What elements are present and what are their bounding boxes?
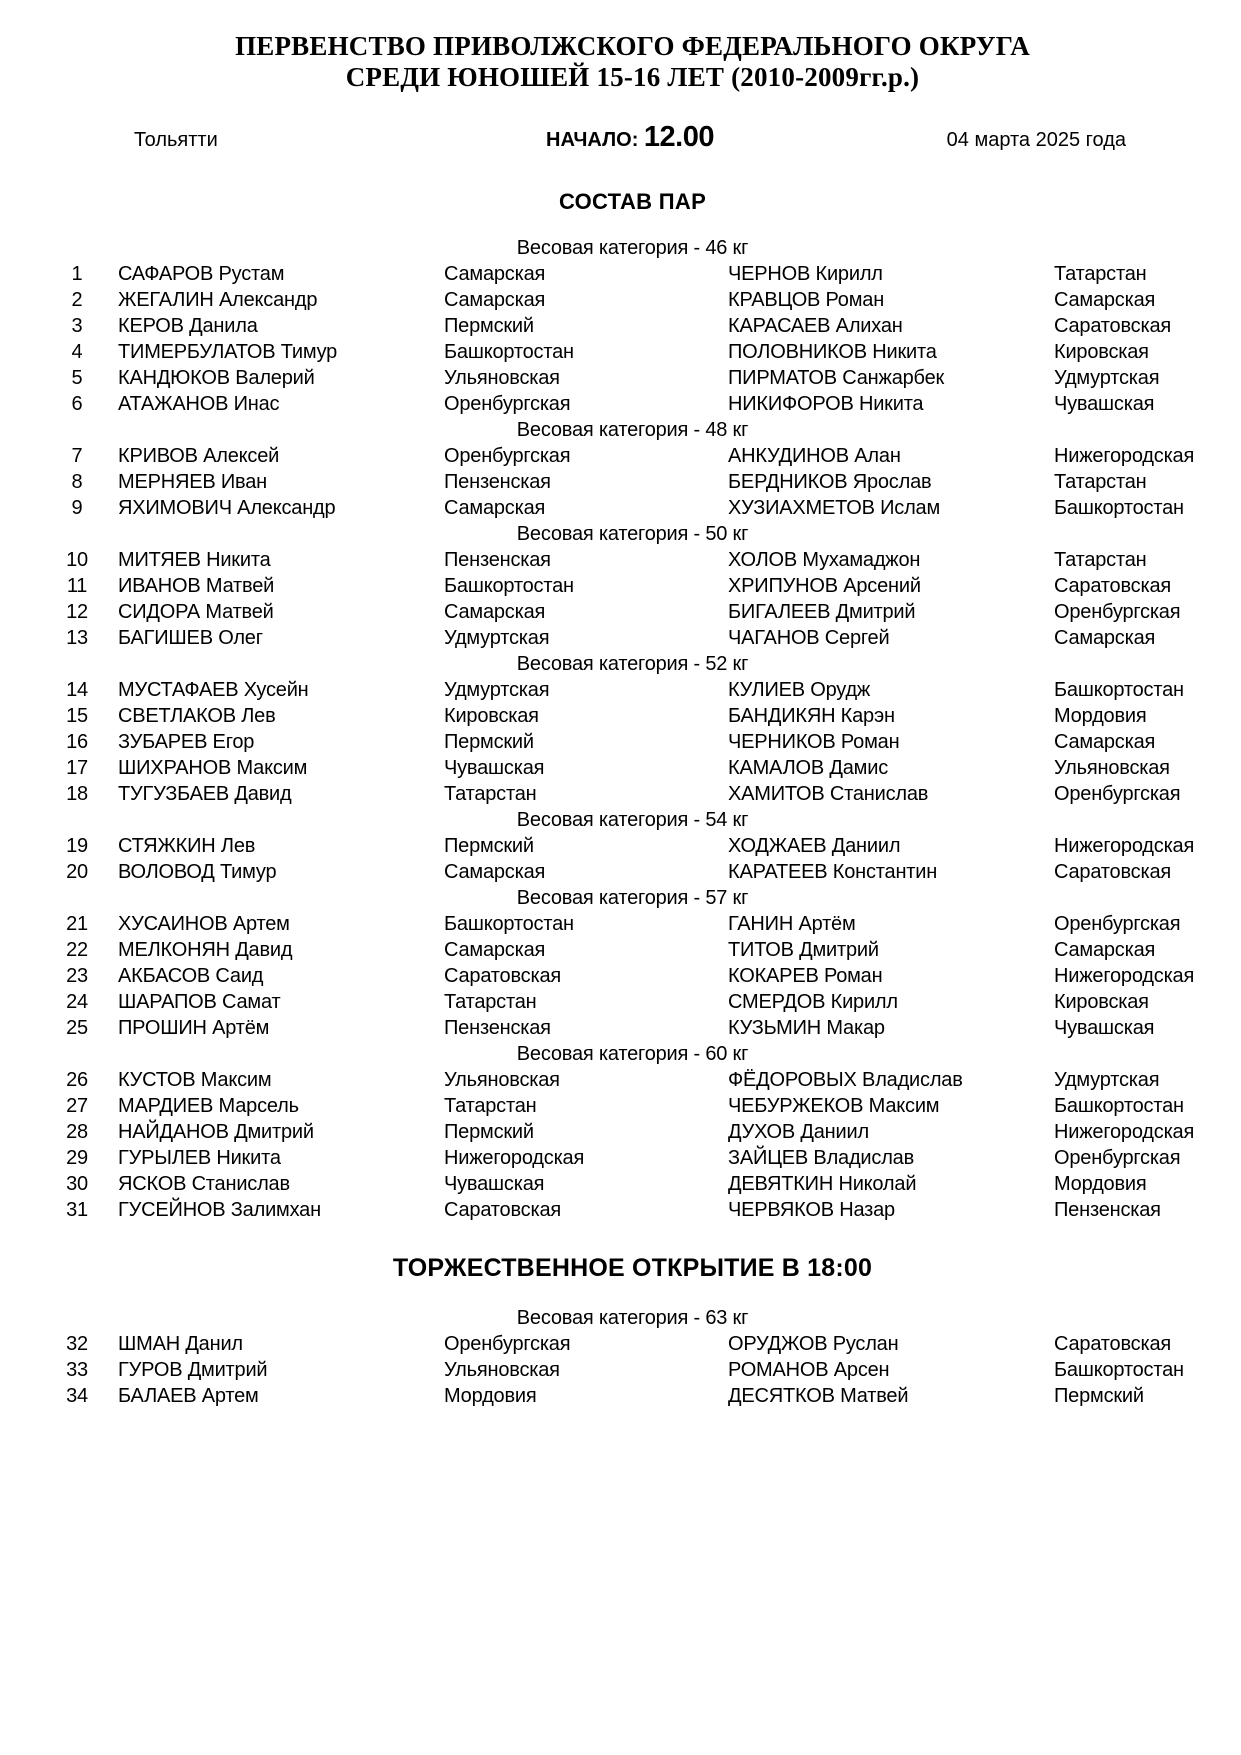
pair-number: 10 (66, 549, 88, 571)
weight-category-label: Весовая категория - 48 кг (516, 419, 749, 441)
weight-category-section (0, 1305, 1241, 1409)
blue-corner-name: ЗАЙЦЕВ Владислав (728, 1147, 915, 1169)
red-corner-region: Ульяновская (444, 1359, 560, 1381)
pair-row (55, 261, 1241, 287)
red-corner-region: Башкортостан (444, 575, 574, 597)
title-line-1: ПЕРВЕНСТВО ПРИВОЛЖСКОГО ФЕДЕРАЛЬНОГО ОКРУГА (235, 31, 1030, 61)
red-corner-region: Ульяновская (444, 1069, 560, 1091)
blue-corner-name: ХРИПУНОВ Арсений (728, 575, 921, 597)
pair-number: 26 (66, 1069, 88, 1091)
blue-corner-region: Нижегородская (1054, 445, 1195, 467)
blue-corner-name: ХОЛОВ Мухамаджон (728, 549, 921, 571)
red-corner-region: Кировская (444, 705, 539, 727)
pair-row (55, 937, 1241, 963)
pair-row (55, 1171, 1241, 1197)
red-corner-region: Ульяновская (444, 367, 560, 389)
pair-number: 27 (66, 1095, 88, 1117)
red-corner-name: СВЕТЛАКОВ Лев (118, 705, 276, 727)
blue-corner-name: КУЗЬМИН Макар (728, 1017, 885, 1039)
blue-corner-name: ГАНИН Артём (728, 913, 856, 935)
weight-category-pairs (0, 911, 1241, 1041)
pair-row (55, 1145, 1241, 1171)
blue-corner-region: Мордовия (1054, 1173, 1147, 1195)
pair-number: 2 (71, 289, 83, 311)
blue-corner-region: Мордовия (1054, 705, 1147, 727)
blue-corner-region: Башкортостан (1054, 497, 1184, 519)
blue-corner-region: Пензенская (1054, 1199, 1161, 1221)
start-time: 12.00 (643, 121, 714, 153)
blue-corner-name: ХОДЖАЕВ Даниил (728, 835, 901, 857)
blue-corner-region: Удмуртская (1054, 367, 1160, 389)
pair-number: 30 (66, 1173, 88, 1195)
red-corner-region: Татарстан (444, 1095, 537, 1117)
pair-number: 32 (66, 1333, 88, 1355)
red-corner-name: ВОЛОВОД Тимур (118, 861, 277, 883)
weight-category-section (0, 417, 1241, 521)
pair-number: 13 (66, 627, 88, 649)
blue-corner-region: Чувашская (1054, 1017, 1155, 1039)
red-corner-region: Пензенская (444, 1017, 551, 1039)
pair-row (55, 911, 1241, 937)
pair-row (55, 781, 1241, 807)
red-corner-region: Самарская (444, 939, 546, 961)
blue-corner-region: Кировская (1054, 341, 1149, 363)
red-corner-region: Оренбургская (444, 445, 571, 467)
red-corner-region: Пермский (444, 835, 534, 857)
pair-row (55, 1067, 1241, 1093)
blue-corner-name: КУЛИЕВ Орудж (728, 679, 871, 701)
pair-row (55, 859, 1241, 885)
red-corner-name: МИТЯЕВ Никита (118, 549, 271, 571)
pair-row (55, 1331, 1241, 1357)
blue-corner-name: ХУЗИАХМЕТОВ Ислам (728, 497, 941, 519)
red-corner-region: Чувашская (444, 757, 545, 779)
red-corner-region: Оренбургская (444, 1333, 571, 1355)
pair-number: 25 (66, 1017, 88, 1039)
weight-category-label: Весовая категория - 63 кг (516, 1307, 749, 1329)
pair-number: 18 (66, 783, 88, 805)
pair-number: 8 (71, 471, 83, 493)
blue-corner-name: ДЕВЯТКИН Николай (728, 1173, 917, 1195)
event-city: Тольятти (134, 129, 218, 151)
blue-corner-name: БИГАЛЕЕВ Дмитрий (728, 601, 916, 623)
blue-corner-region: Саратовская (1054, 861, 1171, 883)
red-corner-region: Пермский (444, 315, 534, 337)
blue-corner-region: Самарская (1054, 939, 1156, 961)
red-corner-region: Пермский (444, 1121, 534, 1143)
blue-corner-name: ЧЕБУРЖЕКОВ Максим (728, 1095, 940, 1117)
red-corner-name: ШАРАПОВ Самат (118, 991, 281, 1013)
blue-corner-name: ДУХОВ Даниил (728, 1121, 869, 1143)
blue-corner-name: РОМАНОВ Арсен (728, 1359, 890, 1381)
red-corner-region: Самарская (444, 601, 546, 623)
blue-corner-region: Оренбургская (1054, 1147, 1181, 1169)
red-corner-region: Удмуртская (444, 679, 550, 701)
blue-corner-region: Оренбургская (1054, 783, 1181, 805)
red-corner-name: ЯХИМОВИЧ Александр (118, 497, 336, 519)
blue-corner-region: Башкортостан (1054, 679, 1184, 701)
red-corner-name: КУСТОВ Максим (118, 1069, 272, 1091)
red-corner-region: Мордовия (444, 1385, 537, 1407)
blue-corner-region: Оренбургская (1054, 601, 1181, 623)
event-date: 04 марта 2025 года (946, 129, 1126, 151)
weight-category-section (0, 1041, 1241, 1223)
weight-category-section (0, 651, 1241, 807)
title-line-2: СРЕДИ ЮНОШЕЙ 15-16 ЛЕТ (2010-2009гг.р.) (345, 62, 920, 92)
red-corner-region: Пензенская (444, 549, 551, 571)
pair-number: 23 (66, 965, 88, 987)
pair-row (55, 833, 1241, 859)
pair-number: 11 (66, 575, 88, 597)
blue-corner-name: КАРАТЕЕВ Константин (728, 861, 938, 883)
pair-number: 28 (66, 1121, 88, 1143)
red-corner-name: ТИМЕРБУЛАТОВ Тимур (118, 341, 338, 363)
weight-category-label: Весовая категория - 57 кг (516, 887, 749, 909)
red-corner-region: Пензенская (444, 471, 551, 493)
pair-row (55, 1357, 1241, 1383)
weight-category-label: Весовая категория - 46 кг (516, 237, 749, 259)
pairs-list-title: СОСТАВ ПАР (558, 189, 707, 214)
blue-corner-name: ЧЕРВЯКОВ Назар (728, 1199, 895, 1221)
pair-number: 5 (71, 367, 83, 389)
red-corner-region: Оренбургская (444, 393, 571, 415)
pair-number: 9 (71, 497, 83, 519)
red-corner-name: ЗУБАРЕВ Егор (118, 731, 255, 753)
red-corner-region: Саратовская (444, 1199, 561, 1221)
blue-corner-region: Ульяновская (1054, 757, 1170, 779)
red-corner-name: БАЛАЕВ Артем (118, 1385, 259, 1407)
pair-number: 31 (66, 1199, 88, 1221)
weight-category-label: Весовая категория - 52 кг (516, 653, 749, 675)
blue-corner-name: КРАВЦОВ Роман (728, 289, 885, 311)
weight-category-section (0, 235, 1241, 417)
red-corner-name: АКБАСОВ Саид (118, 965, 264, 987)
blue-corner-region: Чувашская (1054, 393, 1155, 415)
red-corner-region: Саратовская (444, 965, 561, 987)
pair-number: 3 (71, 315, 83, 337)
blue-corner-name: ПИРМАТОВ Санжарбек (728, 367, 945, 389)
blue-corner-region: Саратовская (1054, 315, 1171, 337)
pair-row (55, 391, 1241, 417)
pair-number: 29 (66, 1147, 88, 1169)
red-corner-name: ХУСАИНОВ Артем (118, 913, 290, 935)
red-corner-name: ГУРЫЛЕВ Никита (118, 1147, 281, 1169)
pair-row (55, 729, 1241, 755)
blue-corner-name: ЧЕРНОВ Кирилл (728, 263, 883, 285)
red-corner-name: ШИХРАНОВ Максим (118, 757, 308, 779)
blue-corner-region: Татарстан (1054, 549, 1147, 571)
weight-category-pairs (0, 547, 1241, 651)
pair-row (55, 989, 1241, 1015)
weight-category-pairs (0, 1067, 1241, 1223)
blue-corner-region: Оренбургская (1054, 913, 1181, 935)
pair-number: 12 (66, 601, 88, 623)
red-corner-name: МЕЛКОНЯН Давид (118, 939, 293, 961)
pair-row (55, 1093, 1241, 1119)
pair-number: 1 (71, 263, 83, 285)
weight-category-label: Весовая категория - 60 кг (516, 1043, 749, 1065)
red-corner-name: ТУГУЗБАЕВ Давид (118, 783, 292, 805)
blue-corner-name: КАРАСАЕВ Алихан (728, 315, 903, 337)
blue-corner-region: Саратовская (1054, 1333, 1171, 1355)
red-corner-name: КРИВОВ Алексей (118, 445, 280, 467)
blue-corner-region: Самарская (1054, 289, 1156, 311)
red-corner-region: Татарстан (444, 991, 537, 1013)
weight-category-pairs (0, 1331, 1241, 1409)
pair-number: 15 (66, 705, 88, 727)
pair-number: 4 (71, 341, 83, 363)
red-corner-name: САФАРОВ Рустам (118, 263, 285, 285)
blue-corner-name: КОКАРЕВ Роман (728, 965, 883, 987)
blue-corner-name: КАМАЛОВ Дамис (728, 757, 888, 779)
event-start (546, 121, 714, 154)
pair-number: 34 (66, 1385, 88, 1407)
red-corner-region: Нижегородская (444, 1147, 585, 1169)
pair-row (55, 365, 1241, 391)
pair-number: 6 (71, 393, 83, 415)
pair-number: 16 (66, 731, 88, 753)
pair-row (55, 495, 1241, 521)
red-corner-region: Самарская (444, 289, 546, 311)
red-corner-name: ЯСКОВ Станислав (118, 1173, 290, 1195)
blue-corner-region: Самарская (1054, 627, 1156, 649)
pair-row (55, 287, 1241, 313)
red-corner-name: ПРОШИН Артём (118, 1017, 270, 1039)
start-label: НАЧАЛО: (546, 129, 639, 151)
blue-corner-name: ЧЕРНИКОВ Роман (728, 731, 900, 753)
opening-ceremony-banner: ТОРЖЕСТВЕННОЕ ОТКРЫТИЕ В 18:00 (392, 1254, 873, 1282)
red-corner-region: Самарская (444, 497, 546, 519)
pair-number: 7 (71, 445, 83, 467)
red-corner-name: НАЙДАНОВ Дмитрий (118, 1121, 314, 1143)
pair-row (55, 1119, 1241, 1145)
blue-corner-name: БАНДИКЯН Карэн (728, 705, 895, 727)
blue-corner-region: Башкортостан (1054, 1359, 1184, 1381)
pair-number: 22 (66, 939, 88, 961)
red-corner-name: СИДОРА Матвей (118, 601, 274, 623)
pair-row (55, 677, 1241, 703)
blue-corner-name: АНКУДИНОВ Алан (728, 445, 901, 467)
weight-category-label: Весовая категория - 54 кг (516, 809, 749, 831)
red-corner-name: ГУРОВ Дмитрий (118, 1359, 268, 1381)
blue-corner-region: Нижегородская (1054, 835, 1195, 857)
blue-corner-region: Татарстан (1054, 471, 1147, 493)
pair-row (55, 755, 1241, 781)
blue-corner-name: ХАМИТОВ Станислав (728, 783, 929, 805)
weight-category-section (0, 885, 1241, 1041)
blue-corner-region: Кировская (1054, 991, 1149, 1013)
pair-row (55, 599, 1241, 625)
red-corner-name: МУСТАФАЕВ Хусейн (118, 679, 309, 701)
pair-row (55, 625, 1241, 651)
pair-row (55, 963, 1241, 989)
red-corner-name: АТАЖАНОВ Инас (118, 393, 280, 415)
pair-number: 33 (66, 1359, 88, 1381)
red-corner-name: КАНДЮКОВ Валерий (118, 367, 315, 389)
blue-corner-name: СМЕРДОВ Кирилл (728, 991, 898, 1013)
red-corner-name: КЕРОВ Данила (118, 315, 258, 337)
pair-number: 17 (66, 757, 88, 779)
weight-category-section (0, 521, 1241, 651)
blue-corner-name: ФЁДОРОВЫХ Владислав (728, 1069, 963, 1091)
weight-category-section (0, 807, 1241, 885)
pair-row (55, 573, 1241, 599)
pair-number: 21 (66, 913, 88, 935)
pair-number: 14 (66, 679, 88, 701)
red-corner-region: Самарская (444, 263, 546, 285)
blue-corner-name: ЧАГАНОВ Сергей (728, 627, 890, 649)
blue-corner-name: БЕРДНИКОВ Ярослав (728, 471, 932, 493)
red-corner-name: ГУСЕЙНОВ Залимхан (118, 1199, 321, 1221)
blue-corner-region: Саратовская (1054, 575, 1171, 597)
event-info-row (24, 121, 1241, 157)
red-corner-name: ИВАНОВ Матвей (118, 575, 275, 597)
red-corner-region: Чувашская (444, 1173, 545, 1195)
pair-row (55, 1197, 1241, 1223)
blue-corner-name: ОРУДЖОВ Руслан (728, 1333, 899, 1355)
pair-row (55, 443, 1241, 469)
blue-corner-name: ПОЛОВНИКОВ Никита (728, 341, 937, 363)
pair-row (55, 339, 1241, 365)
pair-row (55, 703, 1241, 729)
red-corner-name: ШМАН Данил (118, 1333, 243, 1355)
weight-category-pairs (0, 677, 1241, 807)
red-corner-name: БАГИШЕВ Олег (118, 627, 263, 649)
pair-row (55, 1383, 1241, 1409)
pair-row (55, 313, 1241, 339)
pair-number: 19 (66, 835, 88, 857)
blue-corner-region: Пермский (1054, 1385, 1144, 1407)
pair-number: 24 (66, 991, 88, 1013)
pair-row (55, 469, 1241, 495)
blue-corner-region: Нижегородская (1054, 965, 1195, 987)
blue-corner-name: НИКИФОРОВ Никита (728, 393, 924, 415)
red-corner-region: Татарстан (444, 783, 537, 805)
blue-corner-region: Самарская (1054, 731, 1156, 753)
red-corner-region: Башкортостан (444, 341, 574, 363)
pair-row (55, 547, 1241, 573)
red-corner-name: МЕРНЯЕВ Иван (118, 471, 268, 493)
blue-corner-region: Нижегородская (1054, 1121, 1195, 1143)
red-corner-region: Пермский (444, 731, 534, 753)
blue-corner-name: ДЕСЯТКОВ Матвей (728, 1385, 909, 1407)
weight-category-pairs (0, 833, 1241, 885)
weight-category-pairs (0, 261, 1241, 417)
weight-category-label: Весовая категория - 50 кг (516, 523, 749, 545)
red-corner-name: ЖЕГАЛИН Александр (118, 289, 318, 311)
red-corner-name: МАРДИЕВ Марсель (118, 1095, 299, 1117)
red-corner-name: СТЯЖКИН Лев (118, 835, 256, 857)
pairs-list (0, 235, 1241, 1409)
blue-corner-region: Удмуртская (1054, 1069, 1160, 1091)
red-corner-region: Удмуртская (444, 627, 550, 649)
pair-row (55, 1015, 1241, 1041)
document-title (24, 31, 1241, 93)
blue-corner-region: Башкортостан (1054, 1095, 1184, 1117)
pair-number: 20 (66, 861, 88, 883)
blue-corner-region: Татарстан (1054, 263, 1147, 285)
red-corner-region: Башкортостан (444, 913, 574, 935)
blue-corner-name: ТИТОВ Дмитрий (728, 939, 879, 961)
weight-category-pairs (0, 443, 1241, 521)
red-corner-region: Самарская (444, 861, 546, 883)
